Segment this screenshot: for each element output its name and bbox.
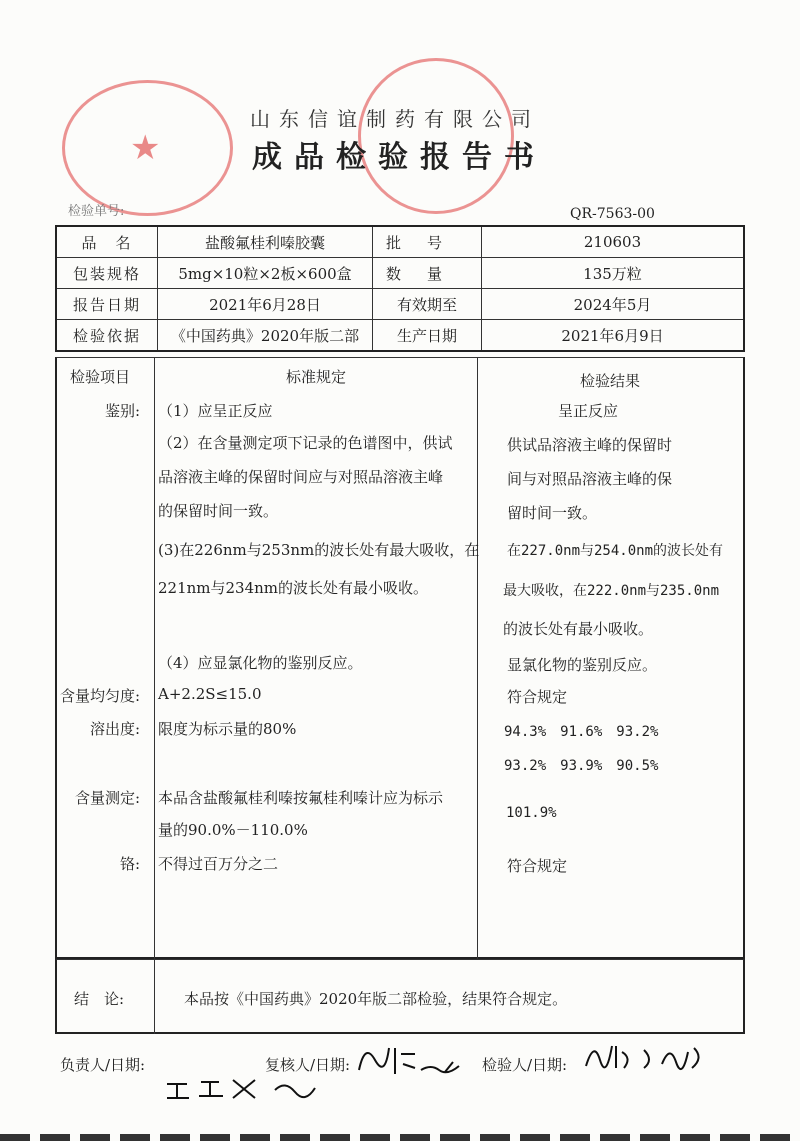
stamp-star-icon: ★ xyxy=(130,128,161,168)
ident2-result: 间与对照品溶液主峰的保 xyxy=(507,470,673,488)
package-label: 包装规格 xyxy=(56,258,158,289)
assay-standard: 量的90.0%－110.0% xyxy=(158,821,308,839)
column-standard: 标准规定 xyxy=(286,368,347,386)
dissolution-standard: 限度为标示量的80% xyxy=(158,720,297,738)
responsible-signature xyxy=(165,1072,335,1106)
batch-value: 210603 xyxy=(482,226,745,258)
report-date-value: 2021年6月28日 xyxy=(158,289,373,320)
ident3-standard: 221nm与234nm的波长处有最小吸收。 xyxy=(158,579,429,597)
prod-date-label: 生产日期 xyxy=(373,320,482,352)
ident-label: 鉴别: xyxy=(104,402,140,420)
qty-value: 135万粒 xyxy=(482,258,745,289)
ident4-standard: （4）应显氯化物的鉴别反应。 xyxy=(158,654,363,672)
conclusion-text: 本品按《中国药典》2020年版二部检验，结果符合规定。 xyxy=(184,990,568,1008)
chromium-label: 铬: xyxy=(119,855,140,873)
column-item: 检验项目 xyxy=(70,368,131,386)
reviewer-signature xyxy=(355,1040,475,1084)
ident2-standard: 品溶液主峰的保留时间应与对照品溶液主峰 xyxy=(158,468,444,486)
ident1-standard: （1）应呈正反应 xyxy=(158,402,273,420)
responsible-label: 负责人/日期: xyxy=(60,1056,146,1074)
assay-label: 含量测定: xyxy=(74,789,140,807)
ident2-result: 留时间一致。 xyxy=(507,504,598,522)
chromium-result: 符合规定 xyxy=(507,857,568,875)
prod-date-value: 2021年6月9日 xyxy=(482,320,745,352)
ident2-standard: 的保留时间一致。 xyxy=(158,502,279,520)
divider xyxy=(154,960,155,1034)
info-table xyxy=(55,225,745,352)
package-value: 5mg×10粒×2板×600盒 xyxy=(158,258,373,289)
conclusion-label: 结 论: xyxy=(74,990,125,1008)
qty-label: 数量 xyxy=(373,258,482,289)
ident3-result: 在227.0nm与254.0nm的波长处有 xyxy=(507,543,724,559)
basis-value: 《中国药典》2020年版二部 xyxy=(158,320,373,352)
company-name: 山东信谊制药有限公司 xyxy=(250,107,540,131)
dissolution-label: 溶出度: xyxy=(89,720,140,738)
assay-result: 101.9% xyxy=(506,805,557,821)
inspector-label: 检验人/日期: xyxy=(482,1056,568,1074)
assay-standard: 本品含盐酸氟桂利嗪按氟桂利嗪计应为标示 xyxy=(158,789,444,807)
expiry-label: 有效期至 xyxy=(373,289,482,320)
ident2-result: 供试品溶液主峰的保留时 xyxy=(507,436,673,454)
ident1-result: 呈正反应 xyxy=(558,402,619,420)
report-title: 成品检验报告书 xyxy=(252,140,546,175)
product-label: 品 名 xyxy=(56,226,158,258)
product-value: 盐酸氟桂利嗪胶囊 xyxy=(158,226,373,258)
ident2-standard: （2）在含量测定项下记录的色谱图中，供试 xyxy=(158,434,453,452)
divider xyxy=(477,357,478,959)
column-result: 检验结果 xyxy=(580,372,641,390)
divider xyxy=(154,357,155,959)
ident4-result: 显氯化物的鉴别反应。 xyxy=(507,656,658,674)
uniformity-result: 符合规定 xyxy=(507,688,568,706)
doc-no-label: 检验单号: xyxy=(68,204,125,219)
reviewer-label: 复核人/日期: xyxy=(265,1056,351,1074)
report-date-label: 报告日期 xyxy=(56,289,158,320)
ident3-result: 的波长处有最小吸收。 xyxy=(503,620,654,638)
scan-edge xyxy=(0,1134,800,1141)
basis-label: 检验依据 xyxy=(56,320,158,352)
chromium-standard: 不得过百万分之二 xyxy=(158,855,279,873)
expiry-value: 2024年5月 xyxy=(482,289,745,320)
dissolution-result: 94.3% 91.6% 93.2% xyxy=(504,724,659,740)
ident3-result: 最大吸收，在222.0nm与235.0nm xyxy=(503,583,720,599)
uniformity-label: 含量均匀度: xyxy=(59,687,140,705)
batch-label: 批号 xyxy=(373,226,482,258)
dissolution-result: 93.2% 93.9% 90.5% xyxy=(504,758,659,774)
inspector-signature xyxy=(582,1036,722,1082)
uniformity-standard: A+2.2S≤15.0 xyxy=(158,685,262,703)
doc-no: QR-7563-00 xyxy=(570,206,655,222)
ident3-standard: (3)在226nm与253nm的波长处有最大吸收，在 xyxy=(158,541,480,559)
